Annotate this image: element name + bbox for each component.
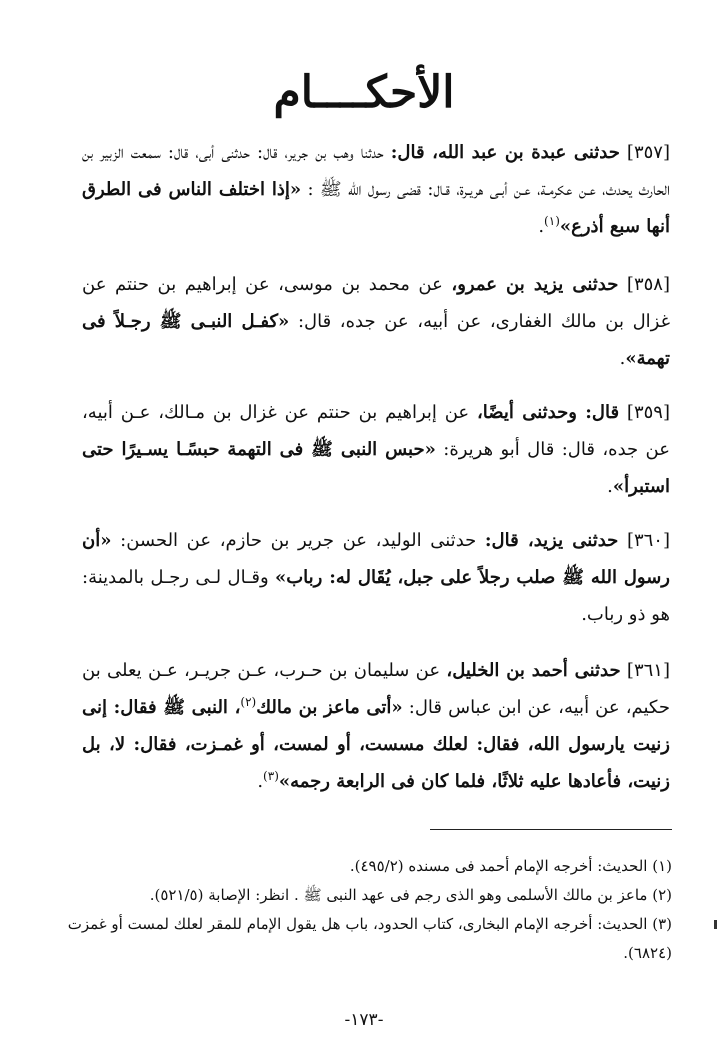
hadith-chain: عن إبراهيم بن حنتم عن غزال بن مـالك، عـن أبيه، عن جده، قال: قال أبو هريرة: — [82, 402, 670, 460]
hadith-tail: . — [257, 771, 264, 792]
hadith-358 — [82, 266, 670, 377]
hadith-tail: . — [619, 348, 626, 369]
footnotes — [60, 852, 672, 968]
footnote-divider — [430, 829, 672, 830]
hadith-narrator: حدثنى يزيد بن عمرو، — [451, 274, 619, 295]
hadith-text: «أتى ماعز بن مالك — [256, 697, 403, 718]
hadith-text: «حبس النبى ﷺ فى التهمة حبسًـا يسـيرًا حتى استبرأ» — [82, 439, 670, 497]
hadith-text: «كفـل النبـى ﷺ رجـلاً فى تهمة» — [82, 311, 670, 369]
hadith-narrator: قال: وحدثنى أيضًا، — [476, 402, 620, 423]
hadith-360 — [82, 522, 670, 633]
hadith-narrator: حدثنى عبدة بن عبد الله، قال: — [390, 142, 620, 163]
footnote-1: (١) الحديث: أخرجه الإمام أحمد فى مسنده (٤٩٥/٢). — [349, 857, 672, 875]
hadith-chain: عن محمد بن موسى، عن إبراهيم بن حنتم عن غزال بن مالك الغفارى، عن أبيه، عن جده، قال: — [82, 274, 670, 332]
hadith-number: [٣٥٧] — [626, 142, 670, 163]
hadith-number: [٣٦٠] — [626, 530, 671, 551]
footnote-2: (٢) ماعز بن مالك الأسلمى وهو الذى رجم فى عهد النبى ﷺ . انظر: الإصابة (٥٢١/٥). — [149, 886, 672, 904]
chapter-title: الأحكــــام — [273, 67, 455, 118]
hadith-chain: عن سليمان بن حـرب، عـن جريـر، عـن يعلى بن حكيم، عن أبيه، عن ابن عباس قال: — [82, 660, 670, 718]
footnote-ref: (٢) — [240, 695, 257, 709]
hadith-359 — [82, 394, 670, 505]
footnote-ref: (٣) — [263, 769, 279, 783]
footnote-3: (٣) الحديث: أخرجه الإمام البخارى، كتاب الحدود، باب هل يقول الإمام للمقر لعلك لمست أو غمزت (٦٨٢٤). — [67, 915, 672, 962]
scan-edge-mark — [714, 920, 717, 929]
hadith-chain: حدثنى الوليد، عن جرير بن حازم، عن الحسن: — [120, 530, 477, 551]
hadith-number: [٣٦١] — [626, 660, 670, 681]
hadith-tail: . — [538, 216, 545, 237]
hadith-narrator: حدثنى أحمد بن الخليل، — [446, 660, 621, 681]
hadith-number: [٣٥٩] — [626, 402, 670, 423]
hadith-tail: وقـال لـى رجـل بالمدينة: هو ذو رباب. — [82, 567, 670, 625]
hadith-chain: حدثنا وهب بن جرير، قال: حدثنى أبى، قال: سمعت الزبير بن الحارث يحدث، عـن عكرمـة، عـن أبـى هريـرة، قـال: قضى رسول الله ﷺ : — [82, 142, 670, 200]
page-number: -١٧٣- — [344, 1010, 384, 1030]
hadith-tail: . — [607, 476, 613, 497]
hadith-text: «إذا اختلف الناس فى الطرق أنها سبع أذرع» — [82, 179, 670, 237]
hadith-357 — [82, 134, 670, 245]
footnote-ref: (١) — [544, 214, 560, 228]
hadith-text: «أن رسول الله ﷺ صلب رجلاً على جبل، يُقَال له: رباب» — [82, 530, 670, 588]
hadith-number: [٣٥٨] — [626, 274, 670, 295]
hadith-narrator: حدثنى يزيد، قال: — [484, 530, 619, 551]
hadith-361 — [82, 652, 670, 800]
hadith-text-continued: ، النبى ﷺ فقال: إنى زنيت يارسول الله، فقال: لعلك مسست، أو لمست، أو غمـزت، فقال: لا، بل زنيت، فأعادها عليه ثلاثًا، فلما كان فى الرابعة رجمه» — [82, 697, 670, 792]
